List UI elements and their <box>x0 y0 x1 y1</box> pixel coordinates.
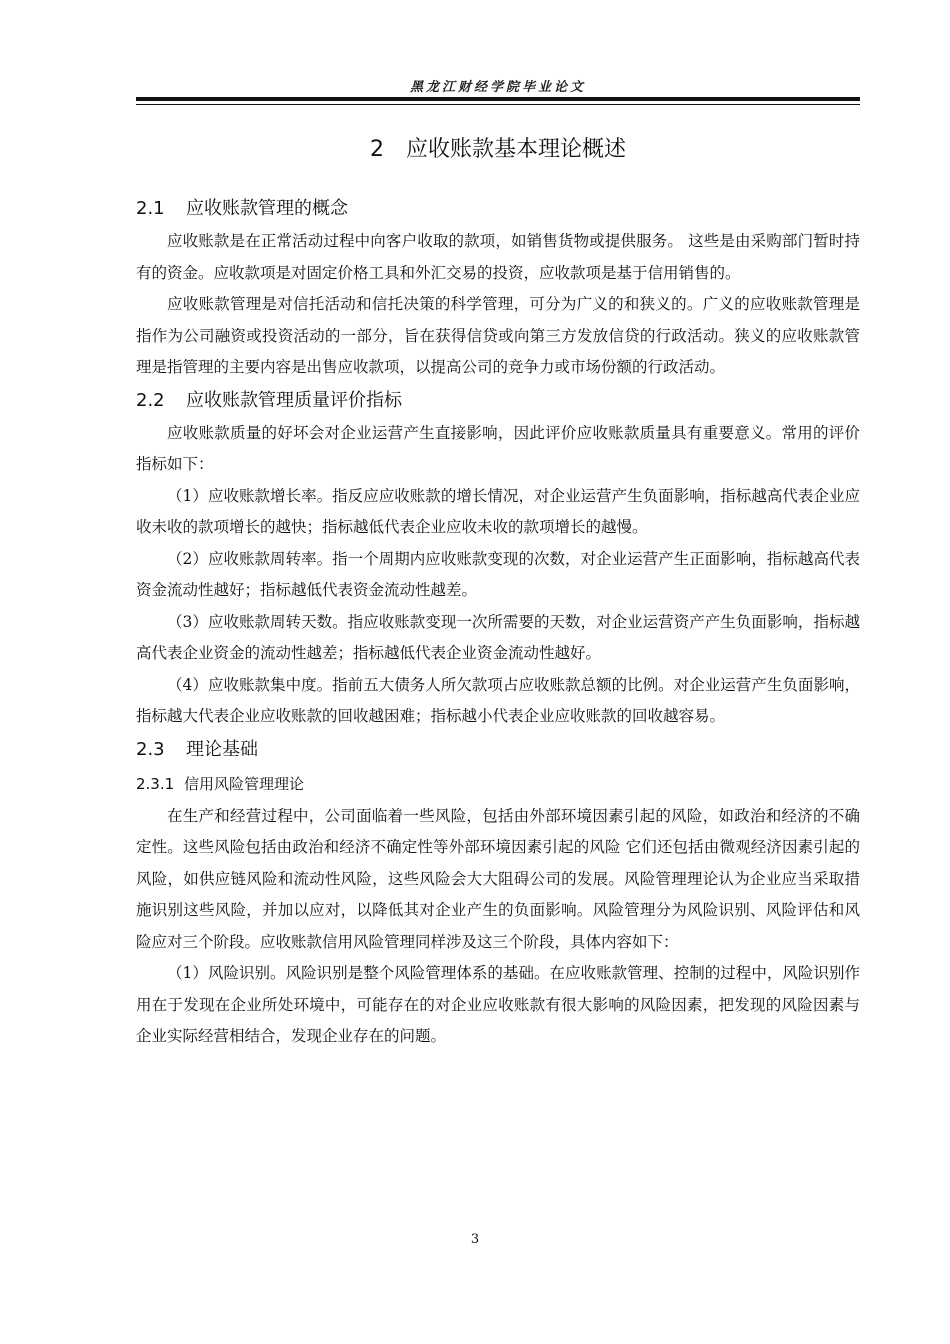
section-title: 理论基础 <box>186 738 258 760</box>
page-header: 黑龙江财经学院毕业论文 <box>409 80 586 95</box>
header-rule-thick <box>136 97 860 101</box>
section-heading-2-3 <box>136 733 860 767</box>
section-number: 2.2 <box>136 389 165 411</box>
list-item-paragraph: （1）风险识别。风险识别是整个风险管理体系的基础。在应收账款管理、控制的过程中，风险识别作用在于发现在企业所处环境中，可能存在的对企业应收账款有很大影响的风险因素，把发现的风险因素与企业实际经营相结合，发现企业存在的问题。 <box>136 964 860 1045</box>
list-item-paragraph: （1）应收账款增长率。指反应应收账款的增长情况，对企业运营产生负面影响，指标越高代表企业应收未收的款项增长的越快；指标越低代表企业应收未收的款项增长的越慢。 <box>136 486 860 536</box>
paragraph: 在生产和经营过程中，公司面临着一些风险，包括由外部环境因素引起的风险，如政治和经济的不确定性。这些风险包括由政治和经济不确定性等外部环境因素引起的风险 它们还包括由微观经济因素引起的风险，如供应链风险和流动性风险，这些风险会大大阻碍公司的发展。风险管理理论认为企业应当采取措施识别这些风险，并加以应对，以降低其对企业产生的负面影响。风险管理分为风险识别、风险评估和风险应对三个阶段。应收账款信用风险管理同样涉及这三个阶段，具体内容如下： <box>136 806 860 951</box>
section-heading-2-2 <box>136 384 860 418</box>
paragraph: 应收账款是在正常活动过程中向客户收取的款项，如销售货物或提供服务。 这些是由采购部门暂时持有的资金。应收款项是对固定价格工具和外汇交易的投资，应收款项是基于信用销售的。 <box>136 232 860 282</box>
list-item-paragraph: （3）应收账款周转天数。指应收账款变现一次所需要的天数，对企业运营资产产生负面影响，指标越高代表企业资金的流动性越差；指标越低代表企业资金流动性越好。 <box>136 612 860 662</box>
subsection-title: 信用风险管理理论 <box>184 774 305 793</box>
subsection-heading-2-3-1 <box>136 767 860 801</box>
section-heading-2-1 <box>136 192 860 226</box>
section-title: 应收账款管理质量评价指标 <box>186 389 402 411</box>
chapter-title-text: 应收账款基本理论概述 <box>405 137 626 162</box>
subsection-number: 2.3.1 <box>136 774 175 793</box>
list-item-paragraph: （4）应收账款集中度。指前五大债务人所欠款项占应收账款总额的比例。对企业运营产生负面影响，指标越大代表企业应收账款的回收越困难；指标越小代表企业应收账款的回收越容易。 <box>136 675 860 725</box>
page-content <box>136 124 860 1053</box>
section-number: 2.1 <box>136 198 165 219</box>
paragraph: 应收账款质量的好坏会对企业运营产生直接影响，因此评价应收账款质量具有重要意义。常用的评价指标如下： <box>136 423 860 473</box>
list-item-paragraph: （2）应收账款周转率。指一个周期内应收账款变现的次数，对企业运营产生正面影响，指标越高代表资金流动性越好；指标越低代表资金流动性越差。 <box>136 549 860 599</box>
chapter-number: 2 <box>369 137 384 162</box>
paragraph: 应收账款管理是对信托活动和信托决策的科学管理，可分为广义的和狭义的。广义的应收账款管理是指作为公司融资或投资活动的一部分，旨在获得信贷或向第三方发放信贷的行政活动。狭义的应收账款管理是指管理的主要内容是出售应收款项，以提高公司的竞争力或市场份额的行政活动。 <box>136 295 860 376</box>
section-number: 2.3 <box>136 738 165 760</box>
header-rule-thin <box>136 104 860 105</box>
section-title: 应收账款管理的概念 <box>186 198 348 219</box>
chapter-title <box>136 124 860 176</box>
page-number: 3 <box>470 1232 480 1247</box>
